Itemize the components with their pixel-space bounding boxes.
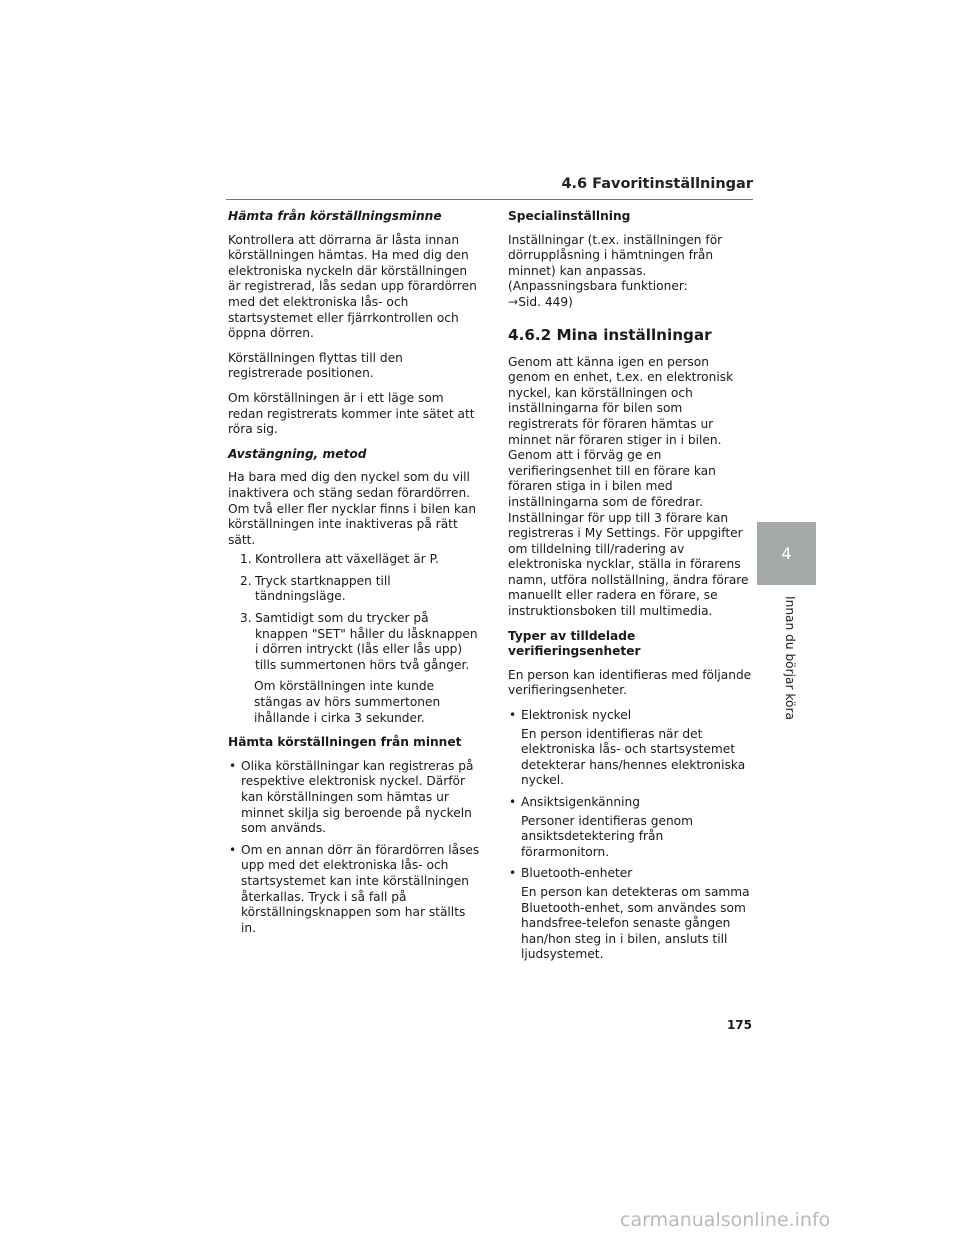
paragraph: Ha bara med dig den nyckel som du vill inaktivera och stäng sedan förardörren. Om två eller fler nycklar finns i bilen kan körställningen inte inaktiveras på rätt sätt. (228, 470, 477, 547)
list-item (228, 843, 480, 937)
header-rule (226, 199, 753, 200)
list-item (231, 611, 480, 673)
page-number: 175 (726, 1018, 752, 1032)
running-header: 4.6 Favoritinställningar (561, 176, 753, 192)
list-item (228, 759, 480, 837)
chapter-label: Innan du börjar köra (783, 596, 797, 720)
bullet: • (509, 866, 517, 881)
bullet: • (509, 795, 517, 809)
numbered-list (228, 552, 480, 726)
bullet-text: Olika körställningar kan registreras på respektive elektronisk nyckel. Därför kan körställningen som hämtas ur minnet skilja sig beroende på nyckeln som används. (241, 758, 474, 836)
paragraph: Kontrollera att dörrarna är låsta innan körställningen hämtas. Ha med dig den elektroniska nyckeln där körställningen är registrerad, lås sedan upp förardörren med det elektroniska lås- och startsystemet eller fjärrkontrollen och öppna dörren. (228, 232, 477, 341)
list-item (508, 795, 754, 860)
heading-disable-method: Avstängning, metod (228, 446, 367, 461)
bullet-title: Elektronisk nyckel (521, 708, 632, 723)
heading-retrieve-memory: Hämta från körställningsminne (228, 209, 442, 223)
paragraph: En person kan identifieras med följande verifieringsenheter. (508, 667, 752, 698)
paragraph-text: Inställningar (t.ex. inställningen för dörrupplåsning i hämtningen från minnet) kan anpassas. (508, 232, 723, 278)
step-text: Kontrollera att växelläget är P. (255, 552, 439, 567)
arrow-right-icon: → (508, 294, 519, 309)
bullet-text: Om en annan dörr än förardörren låses upp med det elektroniska lås- och startsystemet kan inte körställningen återkallas. Tryck i så fall på körställningsknappen som har ställts in. (241, 842, 480, 935)
list-item (231, 574, 480, 605)
step-text: Samtidigt som du trycker på knappen "SET" håller du låsknappen i dörren intryckt (lås eller lås upp) tills summertonen hörs två gånger. (255, 611, 478, 672)
right-column (508, 209, 754, 969)
bullet: • (229, 842, 237, 857)
paragraph: Körställningen flyttas till den registrerade positionen. (228, 350, 403, 381)
list-item (508, 708, 754, 789)
step-number: 1. (240, 552, 252, 567)
chapter-tab[interactable]: 4 (757, 522, 816, 585)
heading-device-types: Typer av tilldelade verifieringsenheter (508, 628, 641, 659)
step-text: Tryck startknappen till tändningsläge. (255, 573, 391, 604)
step-number: 2. (240, 573, 252, 588)
paragraph-text: (Anpassningsbara funktioner: (508, 279, 688, 294)
heading-retrieve-from-memory: Hämta körställningen från minnet (228, 735, 462, 750)
bullet-body (521, 795, 754, 860)
paragraph (508, 233, 754, 311)
step-note: Om körställningen inte kunde stängas av hörs summertonen ihållande i cirka 3 sekunder. (254, 679, 441, 725)
bullet-body (521, 866, 754, 963)
bullet-text: Personer identifieras genom ansiktsdetektering från förarmonitorn. (521, 813, 694, 859)
step-number: 3. (240, 611, 252, 626)
bullet: • (509, 708, 517, 723)
paragraph: Om körställningen är i ett läge som redan registrerats kommer inte sätet att röra sig. (228, 390, 475, 437)
list-item (231, 552, 480, 568)
watermark: carmanualsonline.info (620, 1209, 831, 1231)
list-item (508, 866, 754, 963)
page-reference-link[interactable]: Sid. 449) (518, 294, 573, 309)
heading-special-setting: Specialinställning (508, 209, 631, 223)
bullet-text: En person identifieras när det elektroniska lås- och startsystemet detekterar hans/hennes elektroniska nyckel. (521, 726, 746, 788)
left-column (228, 209, 480, 942)
section-heading: 4.6.2 Mina inställningar (508, 325, 712, 344)
paragraph: Genom att känna igen en person genom en enhet, t.ex. en elektronisk nyckel, kan körställningen och inställningarna för bilen som registrerats för föraren hämtas ur minnet när föraren stiger in i bilen. Genom att i förväg ge en verifieringsenhet till en förare kan föraren stiga in i bilen med inställningarna som de föredrar. Inställningar för upp till 3 förare kan registreras i My Settings. För uppgifter om tilldelning till/radering av elektroniska nycklar, ställa in förarens namn, utföra nollställning, ändra förare manuellt eller radera en förare, se instruktionsboken till multimedia. (508, 354, 749, 619)
bullet-text: En person kan detekteras om samma Bluetooth-enhet, som användes som handsfree-telefon senaste gången han/hon steg in i bilen, ansluts till ljudsystemet. (521, 884, 750, 962)
bullet-title: Ansiktsigenkänning (521, 795, 640, 809)
bullet-body (521, 708, 754, 789)
bullet: • (229, 758, 237, 773)
bullet-title: Bluetooth-enheter (521, 866, 633, 881)
